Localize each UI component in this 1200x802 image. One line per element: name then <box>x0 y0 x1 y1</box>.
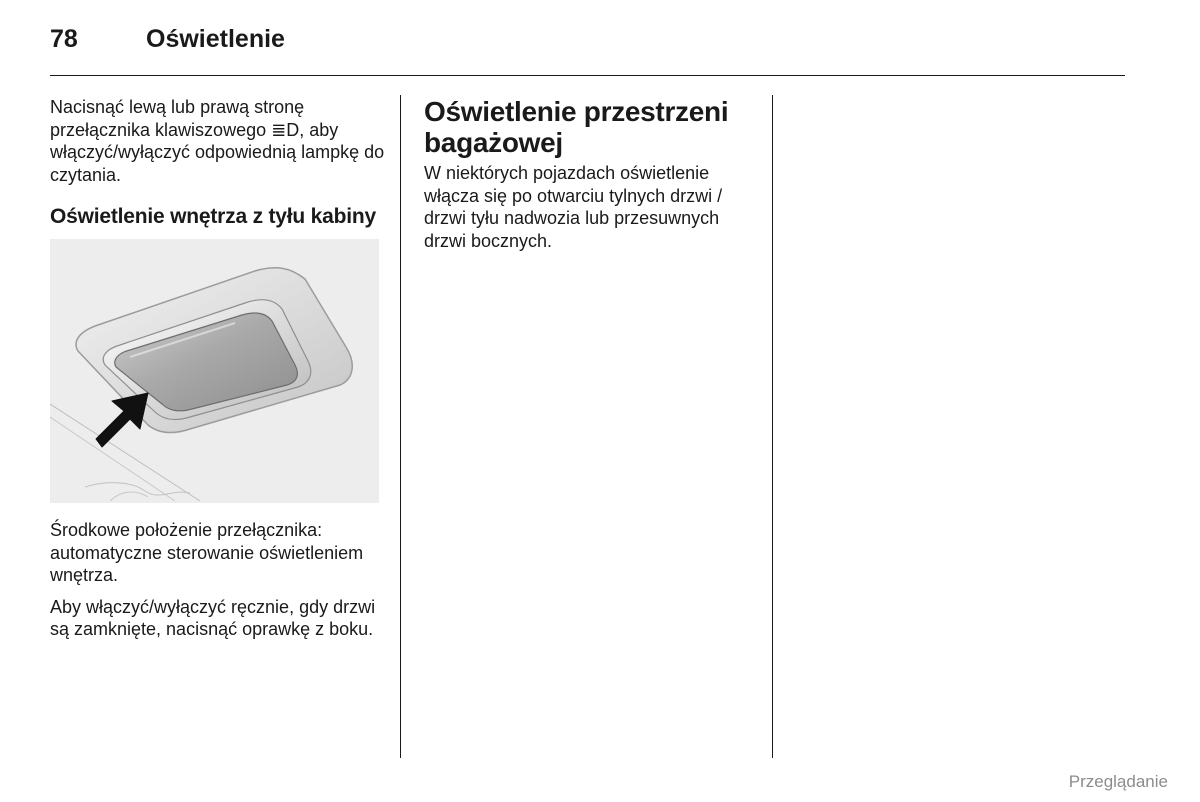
cargo-area-lighting-heading: Oświetlenie przestrzeni bagażowej <box>424 96 729 158</box>
rear-interior-lamp-figure <box>50 239 379 503</box>
footer-note: Przeglądanie <box>1068 772 1168 791</box>
column-divider-2 <box>772 95 773 758</box>
manual-operation-paragraph: Aby włączyć/wyłączyć ręcznie, gdy drzwi są zamknięte, nacisnąć oprawkę z boku. <box>50 596 376 639</box>
reading-lamp-switch-icon: ≣D <box>271 119 300 140</box>
rear-cabin-lighting-heading: Oświetlenie wnętrza z tyłu kabiny <box>50 205 376 228</box>
intro-paragraph-part1: Nacisnąć lewą lub prawą stronę przełącznika klawiszowego <box>50 97 305 140</box>
middle-column <box>424 96 764 261</box>
cargo-area-lighting-paragraph: W niektórych pojazdach oświetlenie włącza się po otwarciu tylnych drzwi / drzwi tyłu nadwozia lub przesuwnych drzwi bocznych. <box>424 163 723 251</box>
column-divider-1 <box>400 95 401 758</box>
page-number: 78 <box>50 25 78 53</box>
switch-middle-position-paragraph: Środkowe położenie przełącznika: automatyczne sterowanie oświetleniem wnętrza. <box>50 520 364 585</box>
page-section-title: Oświetlenie <box>146 25 285 53</box>
interior-lamp-illustration <box>50 239 379 503</box>
intro-paragraph-part2: , aby włączyć/wyłączyć odpowiednią lampkę do czytania. <box>50 119 385 185</box>
header-rule <box>50 75 1125 76</box>
intro-paragraph <box>50 96 390 186</box>
left-column <box>50 96 390 650</box>
arrow-icon <box>96 393 148 447</box>
